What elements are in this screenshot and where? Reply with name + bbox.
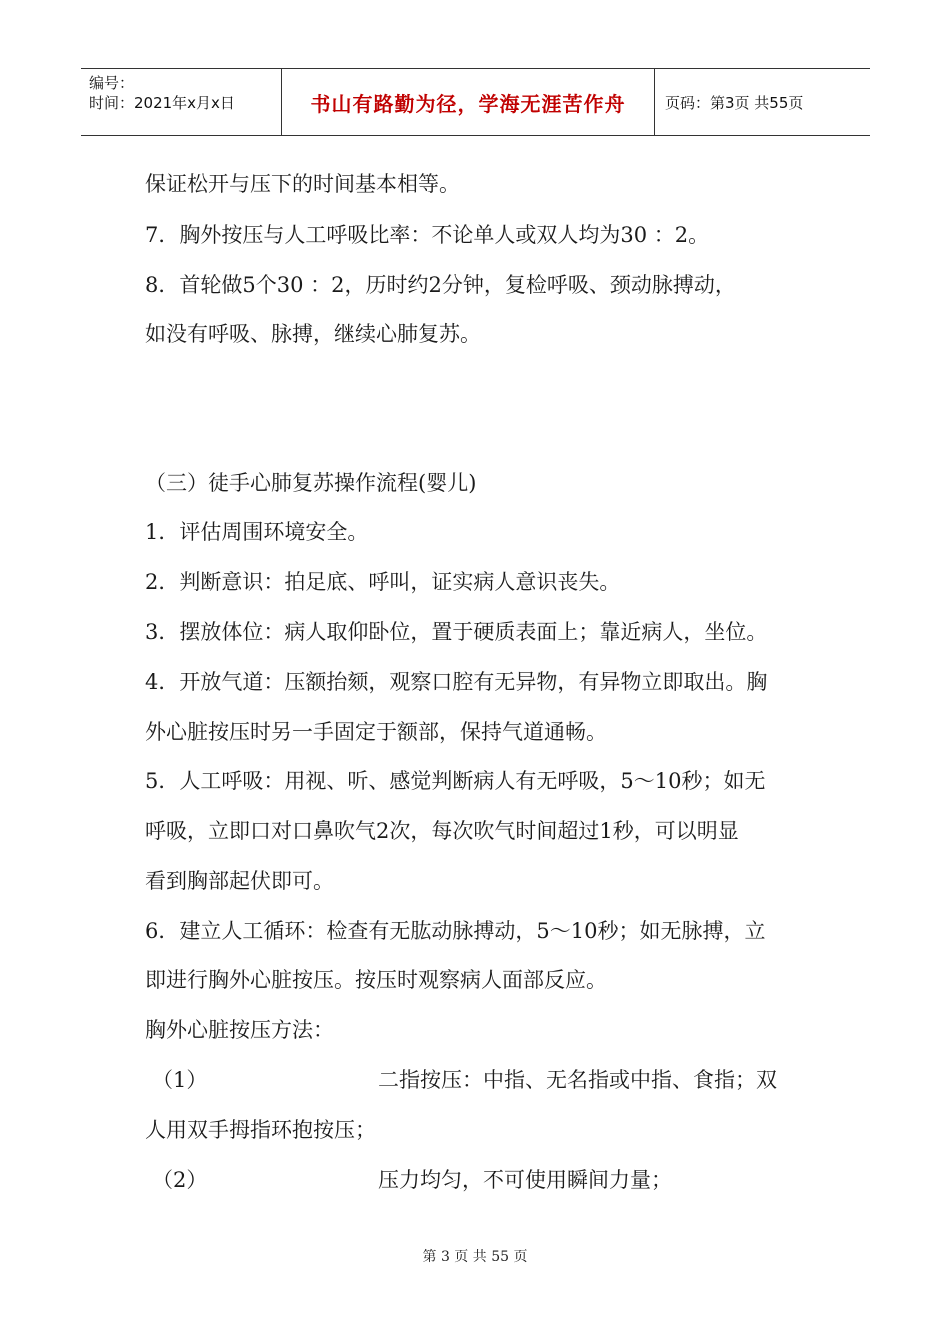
body-line: 2．判断意识：拍足底、呼叫，证实病人意识丧失。	[145, 570, 621, 594]
body-line: 外心脏按压时另一手固定于额部，保持气道通畅。	[145, 720, 607, 744]
body-line: 8．首轮做5个30 ：2，历时约2分钟，复检呼吸、颈动脉搏动，	[145, 273, 736, 297]
header-page-info: 页码：第3页 共55页	[665, 93, 804, 112]
body-line: 7．胸外按压与人工呼吸比率：不论单人或双人均为30 ：2。	[145, 223, 710, 247]
body-line: 看到胸部起伏即可。	[145, 869, 334, 893]
header-meta	[81, 69, 282, 135]
section-heading: （三）徒手心肺复苏操作流程(婴儿)	[145, 471, 477, 495]
sub-item-text: 二指按压：中指、无名指或中指、食指；双	[378, 1068, 777, 1092]
body-line: 保证松开与压下的时间基本相等。	[145, 172, 460, 196]
page-footer: 第 3 页 共 55 页	[422, 1249, 528, 1265]
body-line: 即进行胸外心脏按压。按压时观察病人面部反应。	[145, 968, 607, 992]
header-time-label: 时间：2021年x月x日	[89, 94, 235, 112]
body-line: 人用双手拇指环抱按压；	[145, 1118, 376, 1142]
body-line: 3．摆放体位：病人取仰卧位，置于硬质表面上；靠近病人，坐位。	[145, 620, 768, 644]
sub-item-text: 压力均匀，不可使用瞬间力量；	[378, 1168, 672, 1192]
body-line: 胸外心脏按压方法：	[145, 1018, 334, 1042]
body-line: 如没有呼吸、脉搏，继续心肺复苏。	[145, 322, 481, 346]
header-motto: 书山有路勤为径，学海无涯苦作舟	[282, 69, 655, 135]
body-line: 1．评估周围环境安全。	[145, 520, 369, 544]
body-line: 5．人工呼吸：用视、听、感觉判断病人有无呼吸，5～10秒；如无	[145, 769, 766, 793]
page-header	[81, 68, 870, 136]
sub-item-number: （1）	[152, 1068, 208, 1092]
body-line: 6．建立人工循环：检查有无肱动脉搏动，5～10秒；如无脉搏，立	[145, 919, 766, 943]
header-number-label: 编号：	[89, 74, 135, 92]
body-line: 呼吸，立即口对口鼻吹气2次，每次吹气时间超过1秒，可以明显	[145, 819, 739, 843]
body-line: 4．开放气道：压额抬颏，观察口腔有无异物，有异物立即取出。胸	[145, 670, 768, 694]
sub-item-number: （2）	[152, 1168, 208, 1192]
